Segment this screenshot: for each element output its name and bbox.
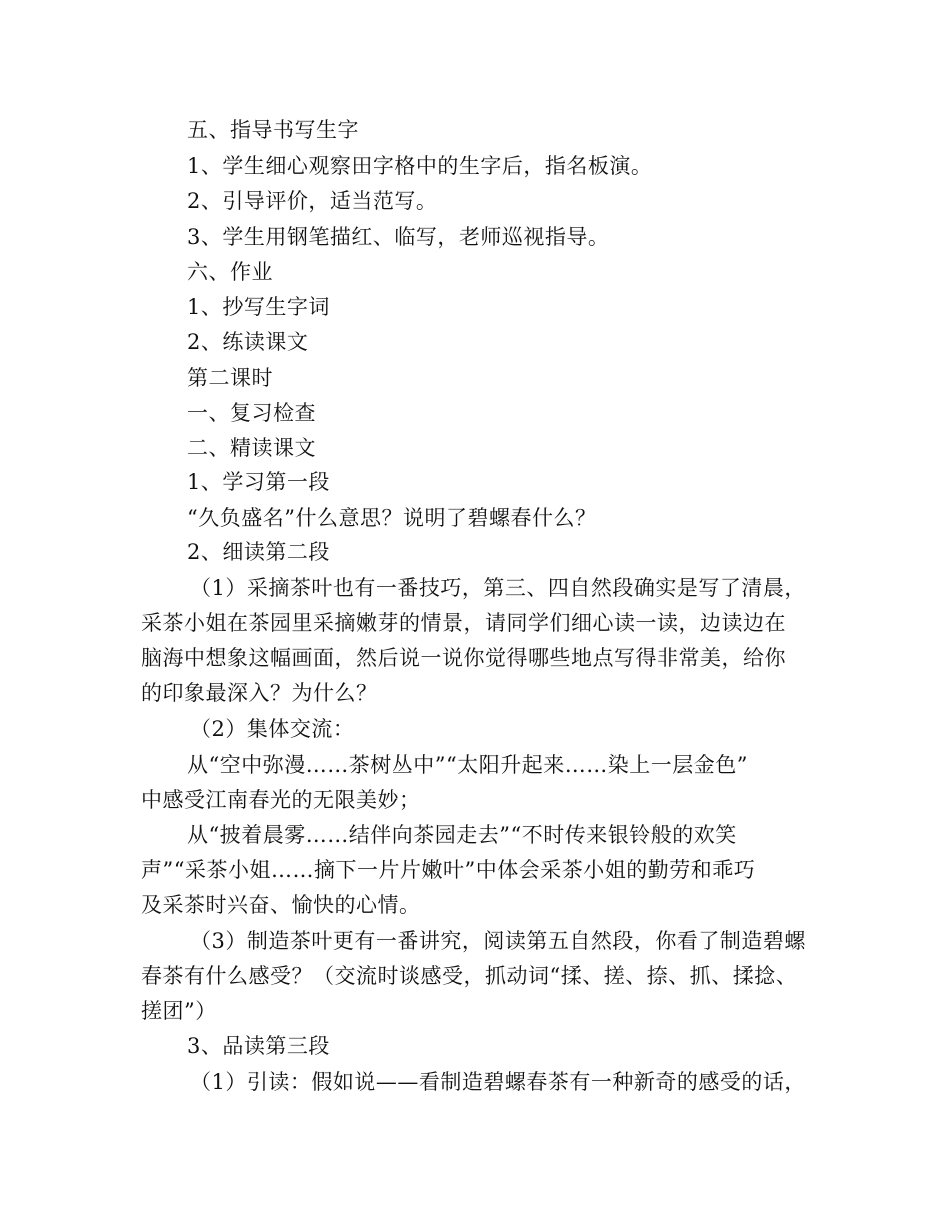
paragraph-line: 春茶有什么感受？（交流时谈感受，抓动词“揉、搓、捺、抓、揉捻、 <box>141 964 798 988</box>
paragraph-line: 搓团”） <box>141 999 217 1023</box>
paragraph-line: 从“空中弥漫……茶树丛中”“太阳升起来……染上一层金色” <box>187 753 748 777</box>
paragraph-line: （1）引读：假如说——看制造碧螺春茶有一种新奇的感受的话， <box>190 1070 806 1094</box>
list-item: 1、学习第一段 <box>187 470 330 494</box>
paragraph-line: 脑海中想象这幅画面，然后说一说你觉得哪些地点写得非常美，给你 <box>141 646 786 670</box>
paragraph-line: 的印象最深入？为什么？ <box>141 681 378 705</box>
paragraph-line: “久负盛名”什么意思？说明了碧螺春什么？ <box>187 506 597 530</box>
list-item: 3、品读第三段 <box>187 1034 330 1058</box>
list-item: 1、抄写生字词 <box>187 295 330 319</box>
paragraph-line: 声”“采茶小姐……摘下一片片嫩叶”中体会采茶小姐的勤劳和乖巧 <box>141 858 756 882</box>
list-item: 3、学生用钢笔描红、临写，老师巡视指导。 <box>187 225 610 249</box>
paragraph-line: （1）采摘茶叶也有一番技巧，第三、四自然段确实是写了清晨， <box>190 576 806 600</box>
list-item: 2、细读第二段 <box>187 540 330 564</box>
paragraph-line: 从“披着晨雾……结伴向茶园走去”“不时传来银铃般的欢笑 <box>187 823 737 847</box>
list-item: 2、练读课文 <box>187 330 309 354</box>
paragraph-line: （3）制造茶叶更有一番讲究，阅读第五自然段，你看了制造碧螺 <box>190 929 806 953</box>
section-heading: 二、精读课文 <box>187 436 316 460</box>
section-heading: 五、指导书写生字 <box>187 118 359 142</box>
lesson-heading: 第二课时 <box>187 366 273 390</box>
section-heading: 一、复习检查 <box>187 401 316 425</box>
paragraph-line: 及采茶时兴奋、愉快的心情。 <box>141 893 421 917</box>
section-heading: 六、作业 <box>187 260 273 284</box>
paragraph-line: （2）集体交流： <box>190 717 355 741</box>
paragraph-line: 采茶小姐在茶园里采摘嫩芽的情景，请同学们细心读一读，边读边在 <box>141 611 786 635</box>
list-item: 1、学生细心观察田字格中的生字后，指名板演。 <box>187 154 653 178</box>
list-item: 2、引导评价，适当范写。 <box>187 189 438 213</box>
paragraph-line: 中感受江南春光的无限美妙； <box>141 788 421 812</box>
